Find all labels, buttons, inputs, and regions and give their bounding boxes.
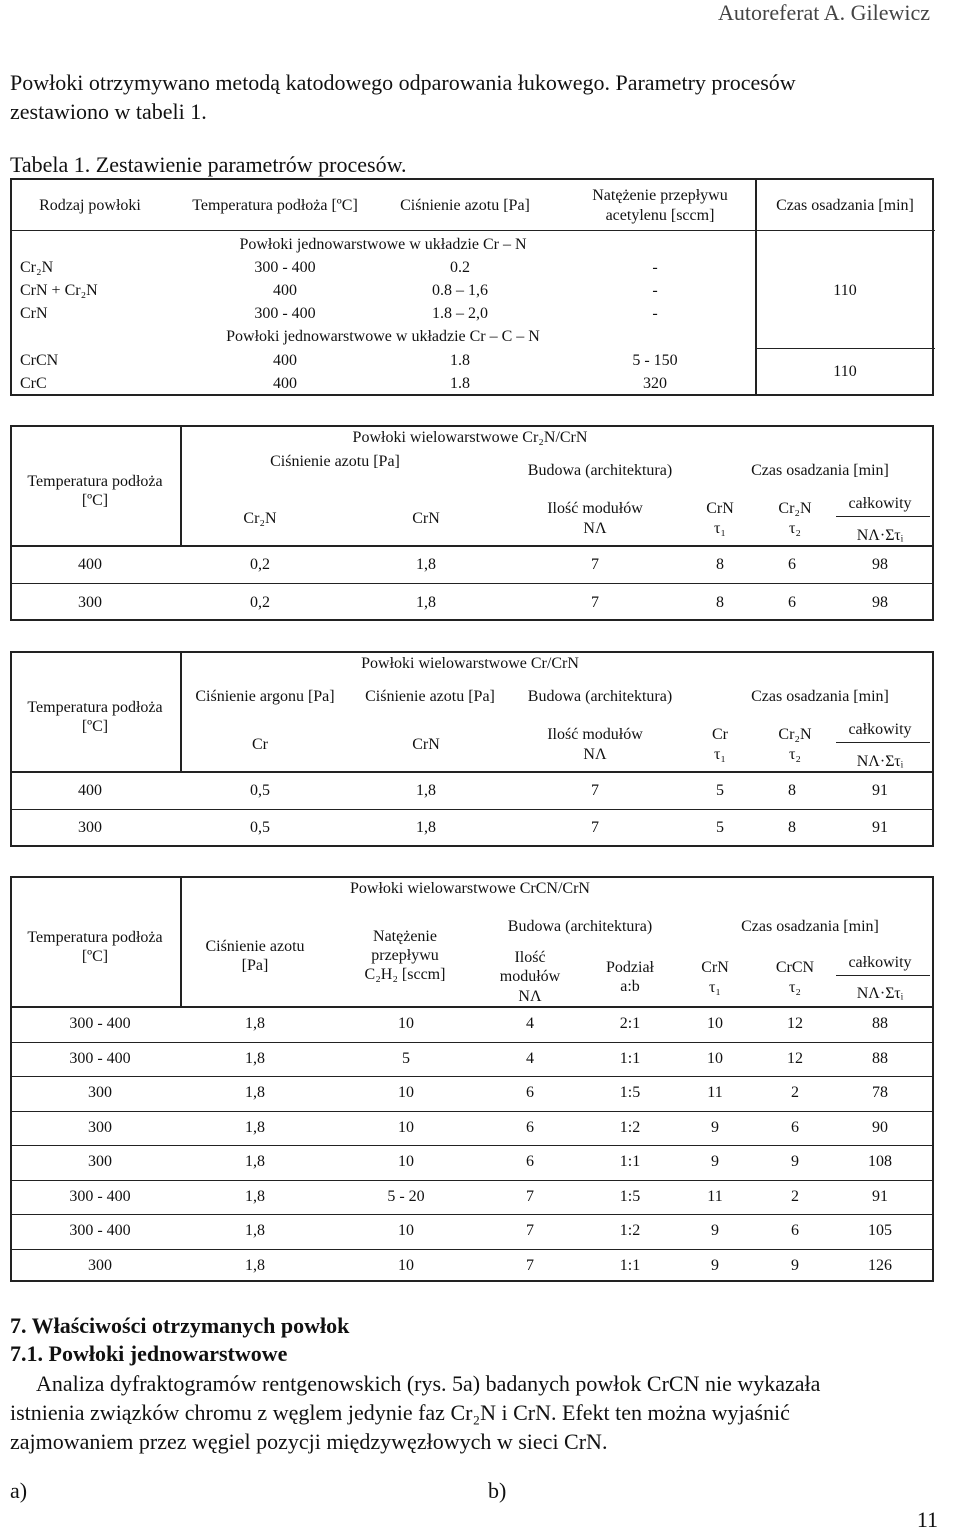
t1-r2-flow: - — [652, 282, 658, 299]
t2-c4a: CrN — [706, 500, 734, 517]
t4-row-4-cell-3: 6 — [526, 1118, 534, 1136]
t4-h-temp-2: [ºC] — [81, 948, 109, 965]
t1-r3-type: CrN — [20, 305, 48, 322]
t2-c5a: Cr₂N — [778, 500, 812, 517]
t3-r2-c3: 7 — [591, 819, 599, 836]
t2-r2-c0: 300 — [78, 594, 102, 611]
t2-c4b: τ₁ — [713, 520, 726, 537]
t1-r2-pressure: 0.8 – 1,6 — [432, 282, 488, 299]
intro-line-1: Powłoki otrzymywano metodą katodowego odparowania łukowego. Parametry procesów — [10, 70, 796, 95]
t3-c4a: Cr — [712, 726, 728, 743]
t3-c6b: NΛ·Στᵢ — [856, 753, 904, 770]
t3-c5b: τ₂ — [788, 746, 801, 763]
t4-row-5-cell-5: 9 — [711, 1153, 719, 1170]
t1-header-flow-2: acetylenu [sccm] — [605, 207, 715, 224]
t4-row-2-cell-5: 10 — [707, 1049, 723, 1067]
t1-r5-flow: 320 — [643, 375, 667, 392]
t4-row-2-cell-0: 300 - 400 — [69, 1049, 131, 1067]
t4-row-7-cell-2: 10 — [398, 1222, 414, 1239]
running-header: Autoreferat A. Gilewicz — [718, 0, 930, 25]
t2-r1-c1: 0,2 — [250, 556, 270, 573]
t2-h-temp-2: [ºC] — [81, 492, 109, 509]
t3-r1-c4: 5 — [716, 782, 724, 799]
t4-h-mod-3: NΛ — [518, 988, 542, 1005]
t4-h-flow-3: C₂H₂ [sccm] — [364, 966, 446, 983]
t2-c2: CrN — [412, 510, 440, 527]
t4-row-1-cell-3: 4 — [526, 1015, 534, 1032]
t2-c6b: NΛ·Στᵢ — [856, 527, 904, 544]
t4-row-7-cell-4: 1:2 — [619, 1222, 641, 1239]
figure-label-b: b) — [488, 1478, 507, 1503]
t4-h-crcn-2: τ₂ — [788, 979, 801, 996]
t4-row-5-cell-4: 1:1 — [619, 1153, 641, 1170]
t3-c5a: Cr₂N — [778, 726, 812, 743]
t2-r2-c6: 98 — [872, 594, 888, 611]
t2-r1-c6: 98 — [872, 556, 888, 573]
row-divider — [10, 1145, 934, 1146]
t2-c6a: całkowity — [848, 495, 912, 512]
t2-h-pressure: Ciśnienie azotu [Pa] — [270, 453, 400, 470]
t4-row-1-cell-5: 10 — [707, 1015, 723, 1032]
t4-row-2-cell-7: 88 — [872, 1049, 888, 1067]
t1-r1-pressure: 0.2 — [450, 259, 470, 276]
t4-row-5-cell-7: 108 — [868, 1153, 892, 1170]
t2-h-time: Czas osadzania [min] — [751, 462, 889, 479]
t4-row-6-cell-7: 91 — [872, 1187, 888, 1205]
t4-row-4-cell-7: 90 — [872, 1118, 888, 1136]
t1-r4-pressure: 1.8 — [450, 352, 470, 369]
t4-row-6-cell-2: 5 - 20 — [387, 1187, 425, 1205]
t2-c3b: NΛ — [583, 520, 607, 537]
row-divider — [10, 1076, 934, 1077]
t4-row-2-cell-1: 1,8 — [245, 1049, 265, 1067]
t4-h-flow-2: przepływu — [371, 947, 439, 964]
t2-title: Powłoki wielowarstwowe Cr₂N/CrN — [352, 429, 588, 446]
t4-row-7-cell-5: 9 — [711, 1222, 719, 1239]
t3-r1-c6: 91 — [872, 782, 888, 799]
t2-r2-c5: 6 — [788, 594, 796, 611]
t3-r1-c1: 0,5 — [250, 782, 270, 799]
t4-h-crn-1: CrN — [701, 959, 729, 976]
t2-r1-c4: 8 — [716, 556, 724, 573]
intro-line-2: zestawiono w tabeli 1. — [10, 99, 207, 124]
t4-row-5-cell-0: 300 — [88, 1153, 112, 1170]
t2-r2-c1: 0,2 — [250, 594, 270, 611]
t3-r2-c2: 1,8 — [416, 819, 436, 836]
t4-row-8-cell-6: 9 — [791, 1256, 799, 1274]
t1-r3-flow: - — [652, 305, 658, 322]
t4-row-3-cell-1: 1,8 — [245, 1084, 265, 1101]
t4-row-1-cell-2: 10 — [398, 1015, 414, 1032]
t3-c4b: τ₁ — [713, 746, 726, 763]
t3-h-azot: Ciśnienie azotu [Pa] — [365, 688, 495, 705]
t3-c2: CrN — [412, 736, 440, 753]
t3-h-temp-1: Temperatura podłoża — [27, 699, 163, 716]
t3-r1-c5: 8 — [788, 782, 796, 799]
t4-row-8-cell-5: 9 — [711, 1256, 719, 1274]
t4-title: Powłoki wielowarstwowe CrCN/CrN — [350, 880, 590, 897]
t3-c3a: Ilość modułów — [547, 726, 643, 743]
body-line-3: zajmowaniem przez węgiel pozycji międzywęzłowych w sieci CrN. — [10, 1429, 608, 1454]
t1-header-time: Czas osadzania [min] — [776, 197, 914, 214]
t4-row-5-cell-1: 1,8 — [245, 1153, 265, 1170]
t4-row-5-cell-2: 10 — [398, 1153, 414, 1170]
t4-row-8-cell-0: 300 — [88, 1256, 112, 1274]
t3-r1-c3: 7 — [591, 782, 599, 799]
t4-row-8-cell-7: 126 — [868, 1256, 892, 1274]
t1-r4-temp: 400 — [273, 352, 297, 369]
t4-row-6-cell-4: 1:5 — [619, 1187, 641, 1205]
t1-r1-temp: 300 - 400 — [254, 259, 316, 276]
t1-header-temp: Temperatura podłoża [ºC] — [192, 197, 358, 214]
t4-h-temp-1: Temperatura podłoża — [27, 929, 163, 946]
t3-title: Powłoki wielowarstwowe Cr/CrN — [361, 655, 579, 672]
t1-section-2: Powłoki jednowarstwowe w układzie Cr – C – N — [226, 328, 540, 345]
t4-row-6-cell-1: 1,8 — [245, 1187, 265, 1205]
row-divider — [10, 1042, 934, 1043]
row-divider — [10, 1249, 934, 1250]
t4-row-4-cell-1: 1,8 — [245, 1118, 265, 1136]
t2-r2-c3: 7 — [591, 594, 599, 611]
subsection-heading: 7.1. Powłoki jednowarstwowe — [10, 1341, 288, 1366]
t1-r4-type: CrCN — [20, 352, 59, 369]
t3-r2-c4: 5 — [716, 819, 724, 836]
t4-h-mod-1: Ilość — [514, 949, 546, 966]
t4-row-1-cell-7: 88 — [872, 1015, 888, 1032]
t4-row-6-cell-5: 11 — [707, 1187, 723, 1205]
t4-h-tot-2: NΛ·Στᵢ — [856, 985, 904, 1002]
body-line-1: Analiza dyfraktogramów rentgenowskich (rys. 5a) badanych powłok CrCN nie wykazała — [36, 1371, 821, 1396]
t1-time-2: 110 — [833, 363, 857, 380]
t4-row-3-cell-0: 300 — [88, 1084, 112, 1101]
t4-row-3-cell-5: 11 — [707, 1084, 723, 1101]
t1-r5-pressure: 1.8 — [450, 375, 470, 392]
t4-h-arch: Budowa (architektura) — [507, 918, 653, 935]
t2-h-temp-1: Temperatura podłoża — [27, 473, 163, 490]
t1-header-flow-1: Natężenie przepływu — [592, 187, 728, 204]
t4-row-3-cell-6: 2 — [791, 1084, 799, 1101]
t1-r1-type: Cr₂N — [20, 259, 54, 276]
t3-h-time: Czas osadzania [min] — [751, 688, 889, 705]
t4-row-3-cell-7: 78 — [872, 1084, 888, 1101]
t1-r5-type: CrC — [20, 375, 47, 392]
t4-row-1-cell-1: 1,8 — [245, 1015, 265, 1032]
t2-c5b: τ₂ — [788, 520, 801, 537]
page-number: 11 — [916, 1507, 938, 1532]
row-divider — [10, 1180, 934, 1181]
t3-r2-c1: 0,5 — [250, 819, 270, 836]
t2-r1-c5: 6 — [788, 556, 796, 573]
t1-r1-flow: - — [652, 259, 658, 276]
t1-r5-temp: 400 — [273, 375, 297, 392]
t4-h-azot-2: [Pa] — [241, 957, 269, 974]
t1-r3-pressure: 1.8 – 2,0 — [432, 305, 488, 322]
t3-h-arch: Budowa (architektura) — [527, 688, 673, 705]
t4-row-8-cell-2: 10 — [398, 1256, 414, 1274]
t2-r2-c4: 8 — [716, 594, 724, 611]
t3-h-temp-2: [ºC] — [81, 718, 109, 735]
t1-time-1: 110 — [833, 282, 857, 299]
body-line-2: istnienia związków chromu z węglem jedynie faz Cr₂N i CrN. Efekt ten można wyjaśnić — [10, 1400, 790, 1425]
figure-label-a: a) — [10, 1478, 28, 1503]
t4-row-3-cell-4: 1:5 — [619, 1084, 641, 1101]
t4-row-2-cell-4: 1:1 — [619, 1049, 641, 1067]
t1-r4-flow: 5 - 150 — [632, 352, 678, 369]
t3-r2-c0: 300 — [78, 819, 102, 836]
t4-row-2-cell-2: 5 — [402, 1049, 410, 1067]
t4-row-5-cell-6: 9 — [791, 1153, 799, 1170]
t1-section-1: Powłoki jednowarstwowe w układzie Cr – N — [239, 236, 527, 253]
t4-h-div-1: Podział — [606, 959, 654, 976]
t3-c3b: NΛ — [583, 746, 607, 763]
t4-row-3-cell-3: 6 — [526, 1084, 534, 1101]
t2-r1-c0: 400 — [78, 556, 102, 573]
t1-header-pressure: Ciśnienie azotu [Pa] — [400, 197, 530, 214]
t4-row-1-cell-4: 2:1 — [619, 1015, 641, 1032]
t1-r2-temp: 400 — [273, 282, 297, 299]
t4-row-3-cell-2: 10 — [398, 1084, 414, 1101]
t2-r1-c2: 1,8 — [416, 556, 436, 573]
t4-row-4-cell-2: 10 — [398, 1118, 414, 1136]
t4-h-time: Czas osadzania [min] — [741, 918, 879, 935]
t4-row-4-cell-0: 300 — [88, 1118, 112, 1136]
t3-r2-c5: 8 — [788, 819, 796, 836]
t2-c3a: Ilość modułów — [547, 500, 643, 517]
t4-row-7-cell-7: 105 — [868, 1222, 892, 1239]
t1-r3-temp: 300 - 400 — [254, 305, 316, 322]
t4-h-tot-1: całkowity — [848, 954, 912, 971]
t4-row-4-cell-5: 9 — [711, 1118, 719, 1136]
t4-h-azot-1: Ciśnienie azotu — [205, 938, 305, 955]
t4-h-mod-2: modułów — [499, 968, 561, 985]
t3-r1-c2: 1,8 — [416, 782, 436, 799]
t4-row-7-cell-1: 1,8 — [245, 1222, 265, 1239]
t1-r2-type: CrN + Cr₂N — [20, 282, 98, 299]
row-divider — [10, 1214, 934, 1215]
t4-row-6-cell-6: 2 — [791, 1187, 799, 1205]
table-caption: Tabela 1. Zestawienie parametrów procesów. — [10, 152, 407, 177]
t4-row-7-cell-0: 300 - 400 — [69, 1222, 131, 1239]
t4-h-flow-1: Natężenie — [373, 928, 437, 945]
t4-row-2-cell-6: 12 — [787, 1049, 803, 1067]
t2-h-arch: Budowa (architektura) — [527, 462, 673, 479]
t4-row-6-cell-3: 7 — [526, 1187, 534, 1205]
row-divider — [10, 1111, 934, 1112]
t2-r2-c2: 1,8 — [416, 594, 436, 611]
t2-c1: Cr₂N — [243, 510, 277, 527]
t4-row-8-cell-1: 1,8 — [245, 1256, 265, 1274]
t4-row-1-cell-6: 12 — [787, 1015, 803, 1032]
t4-row-8-cell-3: 7 — [526, 1256, 534, 1274]
t3-c6a: całkowity — [848, 721, 912, 738]
t3-h-argon: Ciśnienie argonu [Pa] — [195, 688, 335, 705]
t4-row-8-cell-4: 1:1 — [619, 1256, 641, 1274]
t3-r1-c0: 400 — [78, 782, 102, 799]
t4-h-crn-2: τ₁ — [708, 979, 721, 996]
t4-row-5-cell-3: 6 — [526, 1153, 534, 1170]
t4-row-7-cell-6: 6 — [791, 1222, 799, 1239]
t4-h-div-2: a:b — [620, 978, 640, 995]
t4-row-2-cell-3: 4 — [526, 1049, 534, 1067]
t3-r2-c6: 91 — [872, 819, 888, 836]
t1-header-type: Rodzaj powłoki — [39, 197, 141, 214]
t4-row-7-cell-3: 7 — [526, 1222, 534, 1239]
t4-row-1-cell-0: 300 - 400 — [69, 1015, 131, 1032]
t2-r1-c3: 7 — [591, 556, 599, 573]
t3-c1: Cr — [252, 736, 268, 753]
t4-h-crcn-1: CrCN — [775, 959, 815, 976]
t4-row-4-cell-4: 1:2 — [619, 1118, 641, 1136]
t4-row-4-cell-6: 6 — [791, 1118, 799, 1136]
t4-row-6-cell-0: 300 - 400 — [69, 1187, 131, 1205]
section-heading: 7. Właściwości otrzymanych powłok — [10, 1313, 350, 1338]
